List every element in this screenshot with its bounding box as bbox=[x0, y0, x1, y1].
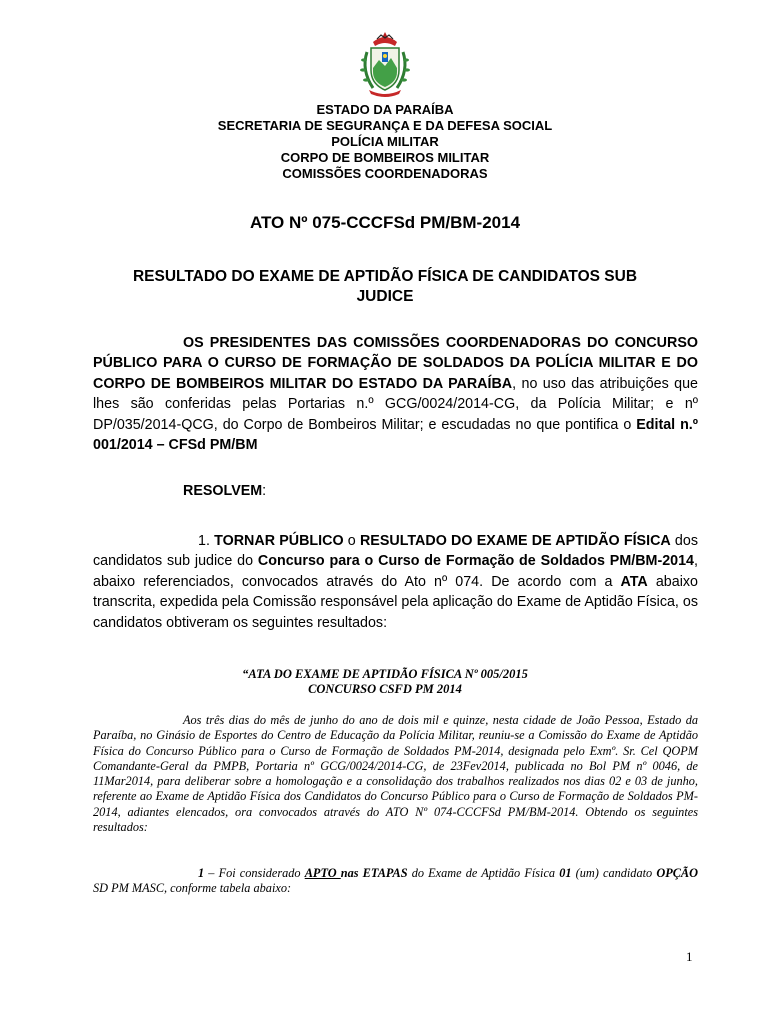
header-military-police: POLÍCIA MILITAR bbox=[331, 134, 439, 149]
state-coat-of-arms-icon bbox=[355, 30, 415, 98]
ata-item-count: 01 bbox=[559, 866, 572, 880]
ata-item-number: 1 bbox=[198, 866, 205, 880]
document-header bbox=[0, 102, 770, 182]
preamble-bold-lead: OS PRESIDENTES DAS COMISSÕES COORDENADORAS DO CONCURSO PÚBLICO PARA O CURSO DE FORMAÇÃO DE SOLDADOS DA POLÍCIA MILITAR E DO CORPO DE BOMBEIROS MILITAR DO ESTADO DA PARAÍBA bbox=[93, 335, 698, 392]
header-state: ESTADO DA PARAÍBA bbox=[316, 102, 454, 117]
ata-item-apto: APTO bbox=[304, 866, 341, 880]
item-text-3: , abaixo referenciados, convocados através do Ato nº 074. De acordo com a bbox=[93, 553, 698, 590]
header-commissions: COMISSÕES COORDENADORAS bbox=[282, 166, 488, 181]
ata-subtitle: CONCURSO CSFD PM 2014 bbox=[308, 682, 462, 696]
result-title: RESULTADO DO EXAME DE APTIDÃO FÍSICA DE CANDIDATOS SUB JUDICE bbox=[132, 268, 638, 305]
resolvem-colon: : bbox=[262, 483, 267, 499]
ata-item-text-4: SD PM MASC, conforme tabela abaixo: bbox=[93, 881, 292, 896]
act-title: ATO Nº 075-CCCFSd PM/BM-2014 bbox=[249, 213, 521, 232]
ata-body: Aos três dias do mês de junho do ano de dois mil e quinze, nesta cidade de João Pessoa, Estado da Paraíba, no Ginásio de Esportes do Centro de Educação da Polícia Militar, reuniu-se a Comissão do Exame de Aptidão Física do Concurso Público para o Curso de Formação de Soldados PM-2014, designada pelo Exmº. Sr. Cel QOPM Comandante-Geral da PMPB, Portaria nº GCG/0024/2014-CG, de 23Fev2014, publicada no Bol PM nº 0046, de 11Mar2014, para deliberar sobre a homologação e a consolidação dos trabalhos realizados nos dias 02 e 03 de junho, referente ao Exame de Aptidão Física dos Candidatos do Concurso Público para o Curso de Formação de Soldados PM-2014, adiantes elencados, ora convocados através do ATO Nº 074-CCCFSd PM/BM-2014. Obtendo os seguintes resultados: bbox=[93, 713, 698, 835]
ata-item-text-2: do Exame de Aptidão Física bbox=[407, 866, 560, 880]
resolvem-heading bbox=[183, 483, 266, 499]
preamble-paragraph bbox=[93, 333, 698, 455]
ata-item-etapas: nas ETAPAS bbox=[340, 866, 408, 880]
item-bold-4: ATA bbox=[620, 573, 648, 590]
page-number: 1 bbox=[686, 949, 693, 964]
item-bold-2: RESULTADO DO EXAME DE APTIDÃO FÍSICA bbox=[359, 533, 671, 549]
ata-item-text-3: (um) candidato bbox=[571, 866, 657, 880]
preamble-edital: Edital n.º 001/2014 – CFSd PM/BM bbox=[93, 416, 699, 454]
item-bold-3: Concurso para o Curso de Formação de Soldados PM/BM-2014 bbox=[257, 553, 695, 570]
ata-item-text-1: – Foi considerado bbox=[204, 866, 305, 880]
header-secretariat: SECRETARIA DE SEGURANÇA E DA DEFESA SOCIAL bbox=[217, 118, 553, 133]
item-text-1: o bbox=[343, 533, 360, 549]
ata-heading bbox=[0, 667, 770, 697]
resolvem-word: RESOLVEM bbox=[183, 483, 263, 499]
item-number: 1. bbox=[198, 533, 215, 549]
ata-item-1 bbox=[93, 866, 698, 897]
ata-item-opcao: OPÇÃO bbox=[656, 866, 698, 880]
item-text-2: dos candidatos sub judice do bbox=[93, 533, 698, 570]
ata-title: “ATA DO EXAME DE APTIDÃO FÍSICA Nº 005/2015 bbox=[242, 667, 528, 681]
item-bold-1: TORNAR PÚBLICO bbox=[214, 533, 344, 549]
item-text-4: abaixo transcrita, expedida pela Comissão responsável pela aplicação do Exame de Aptidão Física, os candidatos obtiveram os seguintes resultados: bbox=[93, 573, 698, 631]
resolution-item-1 bbox=[93, 531, 698, 633]
preamble-text: , no uso das atribuições que lhes são conferidas pelas Portarias n.º GCG/0024/2014-CG, da Polícia Militar; e nº DP/035/2014-QCG, do Corpo de Bombeiros Militar; e escudadas no que pontifica o bbox=[93, 375, 698, 433]
header-fire-department: CORPO DE BOMBEIROS MILITAR bbox=[280, 150, 490, 165]
